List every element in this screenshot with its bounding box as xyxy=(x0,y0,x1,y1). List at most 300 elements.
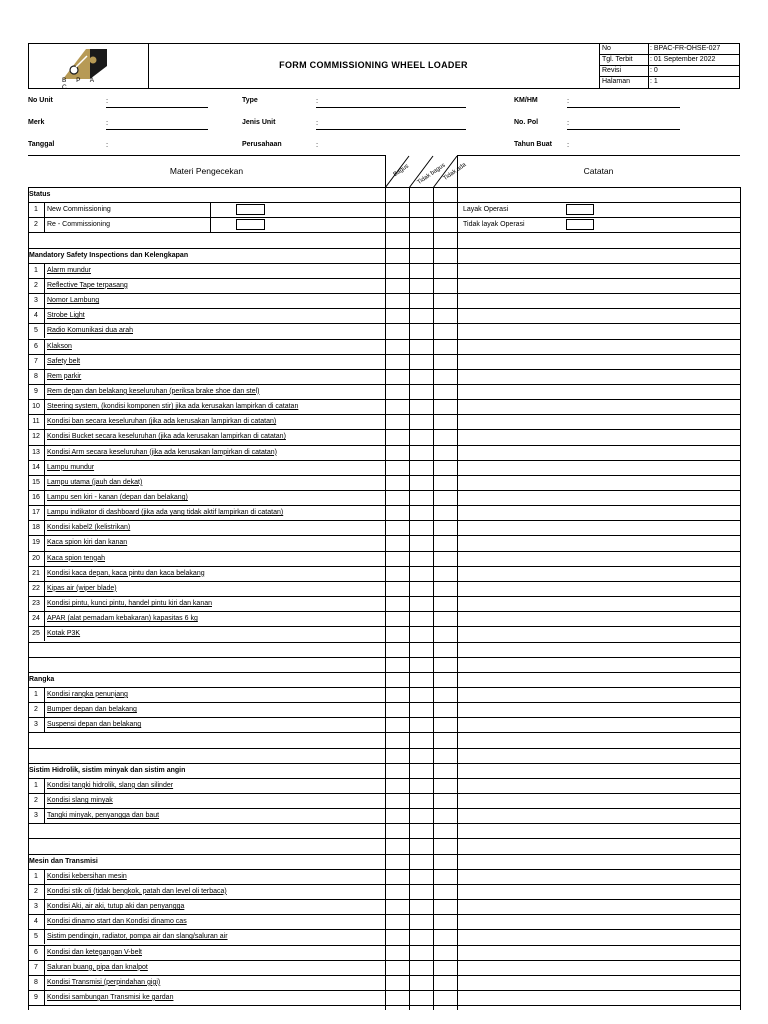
check-tidak-ada-cell[interactable] xyxy=(434,567,456,580)
meta-value: : BPAC-FR-OHSE-027 xyxy=(650,45,721,52)
check-tidak-ada-cell[interactable] xyxy=(434,809,456,822)
row-number: 8 xyxy=(34,978,38,986)
row-number: 18 xyxy=(32,524,40,532)
no-divider xyxy=(44,551,45,566)
check-item-label: Lampu sen kiri - kanan (depan dan belakang) xyxy=(47,494,188,501)
row-number: 7 xyxy=(34,963,38,971)
check-item-label: Lampu indikator di dashboard (jika ada yang tidak aktif lampirkan di catatan) xyxy=(47,509,284,517)
catatan-cell[interactable] xyxy=(458,582,739,595)
catatan-cell[interactable] xyxy=(458,446,739,459)
no-divider xyxy=(44,990,45,1005)
check-bagus-cell[interactable] xyxy=(386,885,408,898)
check-tidak-bagus-cell[interactable] xyxy=(410,552,432,565)
check-bagus-cell[interactable] xyxy=(386,870,408,883)
catatan-cell[interactable] xyxy=(458,340,739,353)
check-item-label: Kondisi stik oli (tidak bengkok, patah dan level oli terbaca) xyxy=(47,887,227,895)
check-tidak-ada-cell[interactable] xyxy=(434,779,456,792)
catatan-heading: Catatan xyxy=(583,166,614,176)
check-item-label: Sistim pendingin, radiator, pompa air dan slang/saluran air xyxy=(47,933,228,941)
check-item-label: Rem parkir xyxy=(47,372,82,380)
check-tidak-bagus-cell[interactable] xyxy=(410,597,432,610)
catatan-cell[interactable] xyxy=(458,385,739,398)
check-bagus-cell[interactable] xyxy=(386,476,408,489)
check-tidak-ada-cell[interactable] xyxy=(434,476,456,489)
check-item-label: Lampu utama (jauh dan dekat) xyxy=(47,478,143,486)
check-tidak-ada-cell[interactable] xyxy=(434,385,456,398)
check-bagus-cell[interactable] xyxy=(386,718,408,731)
catatan-cell[interactable] xyxy=(458,264,739,277)
no-divider xyxy=(44,975,45,990)
check-tidak-ada-cell[interactable] xyxy=(434,264,456,277)
table-right-border xyxy=(740,187,741,1010)
check-bagus-cell[interactable] xyxy=(386,976,408,989)
check-tidak-ada-cell[interactable] xyxy=(434,915,456,928)
no-divider xyxy=(44,475,45,490)
check-tidak-bagus-cell[interactable] xyxy=(410,870,432,883)
check-bagus-cell[interactable] xyxy=(386,385,408,398)
check-item-label: Alarm mundur xyxy=(47,266,91,274)
row-number: 12 xyxy=(32,433,40,441)
header-meta-divider xyxy=(648,43,649,89)
check-bagus-cell[interactable] xyxy=(386,779,408,792)
check-bagus-cell[interactable] xyxy=(386,536,408,549)
row-number: 1 xyxy=(34,781,38,789)
info-label: Jenis Unit xyxy=(242,119,276,126)
info-input-field[interactable] xyxy=(106,107,208,108)
check-bagus-cell[interactable] xyxy=(386,567,408,580)
row-number: 1 xyxy=(34,690,38,698)
check-tidak-ada-cell[interactable] xyxy=(434,794,456,807)
check-bagus-cell[interactable] xyxy=(386,279,408,292)
catatan-cell[interactable] xyxy=(458,552,739,565)
catatan-cell[interactable] xyxy=(458,506,739,519)
check-tidak-ada-cell[interactable] xyxy=(434,521,456,534)
row-line xyxy=(28,838,740,839)
check-item-label: Kondisi kaca depan, kaca pintu dan kaca belakang xyxy=(47,569,205,577)
check-bagus-cell[interactable] xyxy=(386,324,408,337)
row-number: 5 xyxy=(34,327,38,335)
catatan-cell[interactable] xyxy=(458,976,739,989)
check-tidak-ada-cell[interactable] xyxy=(434,582,456,595)
form-title: FORM COMMISSIONING WHEEL LOADER xyxy=(279,60,468,70)
check-item-label: Kaca spion kiri dan kanan xyxy=(47,539,128,547)
check-tidak-bagus-cell[interactable] xyxy=(410,976,432,989)
row-number: 9 xyxy=(34,387,38,395)
check-tidak-ada-cell[interactable] xyxy=(434,446,456,459)
logo-icon xyxy=(60,46,110,80)
check-tidak-bagus-cell[interactable] xyxy=(410,355,432,368)
check-bagus-cell[interactable] xyxy=(386,340,408,353)
check-bagus-cell[interactable] xyxy=(386,370,408,383)
row-line xyxy=(28,823,740,824)
status-checkbox[interactable] xyxy=(236,219,265,230)
check-tidak-bagus-cell[interactable] xyxy=(410,582,432,595)
check-item-label: Strobe Light xyxy=(47,312,85,320)
check-tidak-ada-cell[interactable] xyxy=(434,355,456,368)
check-tidak-bagus-cell[interactable] xyxy=(410,324,432,337)
check-tidak-bagus-cell[interactable] xyxy=(410,430,432,443)
check-item-label: Kondisi kabel2 (kelistrikan) xyxy=(47,524,131,532)
catatan-cell[interactable] xyxy=(458,597,739,610)
info-separator: : xyxy=(316,118,319,127)
check-bagus-cell[interactable] xyxy=(386,552,408,565)
check-tidak-bagus-cell[interactable] xyxy=(410,536,432,549)
check-tidak-bagus-cell[interactable] xyxy=(410,930,432,943)
check-tidak-bagus-cell[interactable] xyxy=(410,718,432,731)
check-item-label: Kondisi slang minyak xyxy=(47,797,113,804)
check-tidak-bagus-cell[interactable] xyxy=(410,612,432,625)
row-number: 21 xyxy=(32,569,40,577)
row-line xyxy=(28,232,740,233)
check-tidak-bagus-cell[interactable] xyxy=(410,370,432,383)
no-divider xyxy=(44,884,45,899)
no-divider xyxy=(44,566,45,581)
info-label: Type xyxy=(242,97,258,104)
check-tidak-ada-cell[interactable] xyxy=(434,294,456,307)
catatan-cell[interactable] xyxy=(458,461,739,474)
no-divider xyxy=(44,278,45,293)
table-top-line-left xyxy=(28,155,385,156)
check-bagus-cell[interactable] xyxy=(386,961,408,974)
info-label: No. Pol xyxy=(514,119,539,126)
no-divider xyxy=(44,914,45,929)
check-tidak-ada-cell[interactable] xyxy=(434,340,456,353)
check-bagus-cell[interactable] xyxy=(386,400,408,413)
info-input-field[interactable] xyxy=(316,129,466,130)
catatan-cell[interactable] xyxy=(458,355,739,368)
check-bagus-cell[interactable] xyxy=(386,930,408,943)
info-separator: : xyxy=(567,118,570,127)
check-tidak-bagus-cell[interactable] xyxy=(410,915,432,928)
catatan-cell[interactable] xyxy=(458,279,739,292)
no-divider xyxy=(44,626,45,641)
check-tidak-ada-cell[interactable] xyxy=(434,370,456,383)
check-tidak-bagus-cell[interactable] xyxy=(410,991,432,1004)
check-item-label: Kondisi dan ketegangan V-belt xyxy=(47,948,142,956)
check-item-label: New Commissioning xyxy=(47,206,111,214)
check-tidak-ada-cell[interactable] xyxy=(434,612,456,625)
check-item-label: Kondisi dinamo start dan Kondisi dinamo cas xyxy=(47,918,187,926)
catatan-cell[interactable] xyxy=(458,688,739,701)
no-divider xyxy=(44,611,45,626)
check-item-label: Nomor Lambung xyxy=(47,297,100,305)
catatan-cell[interactable] xyxy=(458,809,739,822)
row-number: 10 xyxy=(32,403,40,411)
catatan-cell[interactable] xyxy=(458,491,739,504)
check-tidak-ada-cell[interactable] xyxy=(434,309,456,322)
catatan-cell[interactable] xyxy=(458,612,739,625)
row-number: 17 xyxy=(32,509,40,517)
catatan-cell[interactable] xyxy=(458,946,739,959)
row-line xyxy=(28,732,740,733)
row-number: 4 xyxy=(34,312,38,320)
meta-value: : 1 xyxy=(650,78,658,85)
header-divider-right xyxy=(599,43,600,89)
catatan-cell[interactable] xyxy=(458,991,739,1004)
check-tidak-ada-cell[interactable] xyxy=(434,718,456,731)
catatan-cell[interactable] xyxy=(458,779,739,792)
check-bagus-cell[interactable] xyxy=(386,794,408,807)
no-divider xyxy=(44,596,45,611)
catatan-cell[interactable] xyxy=(458,915,739,928)
check-tidak-bagus-cell[interactable] xyxy=(410,521,432,534)
check-bagus-cell[interactable] xyxy=(386,430,408,443)
check-tidak-ada-cell[interactable] xyxy=(434,536,456,549)
check-bagus-cell[interactable] xyxy=(386,809,408,822)
check-tidak-ada-cell[interactable] xyxy=(434,688,456,701)
row-number: 15 xyxy=(32,478,40,486)
no-divider xyxy=(44,323,45,338)
info-label: Tahun Buat xyxy=(514,141,552,148)
row-number: 3 xyxy=(34,812,38,820)
check-bagus-cell[interactable] xyxy=(386,597,408,610)
check-tidak-bagus-cell[interactable] xyxy=(410,885,432,898)
row-number: 8 xyxy=(34,372,38,380)
check-bagus-cell[interactable] xyxy=(386,946,408,959)
check-tidak-bagus-cell[interactable] xyxy=(410,264,432,277)
catatan-cell[interactable] xyxy=(458,567,739,580)
row-line xyxy=(28,202,740,203)
row-number: 3 xyxy=(34,297,38,305)
info-input-field[interactable] xyxy=(567,129,680,130)
check-bagus-cell[interactable] xyxy=(386,991,408,1004)
status-right-label: Tidak layak Operasi xyxy=(463,221,525,229)
check-tidak-ada-cell[interactable] xyxy=(434,627,456,640)
check-bagus-cell[interactable] xyxy=(386,355,408,368)
check-tidak-bagus-cell[interactable] xyxy=(410,900,432,913)
check-item-label: Kotak P3K xyxy=(47,630,81,638)
check-tidak-ada-cell[interactable] xyxy=(434,703,456,716)
check-tidak-ada-cell[interactable] xyxy=(434,324,456,337)
meta-label: Tgl. Terbit xyxy=(602,56,633,63)
info-input-field[interactable] xyxy=(106,129,208,130)
catatan-cell[interactable] xyxy=(458,430,739,443)
catatan-cell[interactable] xyxy=(458,870,739,883)
check-bagus-cell[interactable] xyxy=(386,521,408,534)
check-tidak-ada-cell[interactable] xyxy=(434,946,456,959)
check-tidak-bagus-cell[interactable] xyxy=(410,567,432,580)
check-tidak-bagus-cell[interactable] xyxy=(410,340,432,353)
check-tidak-bagus-cell[interactable] xyxy=(410,385,432,398)
check-bagus-cell[interactable] xyxy=(386,309,408,322)
check-bagus-cell[interactable] xyxy=(386,703,408,716)
bagus-label: Bagus xyxy=(392,163,410,178)
check-bagus-cell[interactable] xyxy=(386,900,408,913)
row-number: 2 xyxy=(34,281,38,289)
check-item-label: Suspensi depan dan belakang xyxy=(47,721,142,729)
no-divider xyxy=(44,399,45,414)
catatan-cell[interactable] xyxy=(458,309,739,322)
status-divider xyxy=(210,217,211,232)
check-tidak-ada-cell[interactable] xyxy=(434,552,456,565)
check-tidak-bagus-cell[interactable] xyxy=(410,491,432,504)
check-bagus-cell[interactable] xyxy=(386,294,408,307)
no-divider xyxy=(44,308,45,323)
section-title: Mandatory Safety Inspections dan Kelengkapan xyxy=(29,251,189,259)
no-divider xyxy=(44,687,45,702)
catatan-cell[interactable] xyxy=(458,900,739,913)
check-item-label: Saluran buang, pipa dan knalpot xyxy=(47,963,148,971)
catatan-cell[interactable] xyxy=(458,415,739,428)
catatan-cell[interactable] xyxy=(458,370,739,383)
check-tidak-ada-cell[interactable] xyxy=(434,961,456,974)
check-tidak-bagus-cell[interactable] xyxy=(410,415,432,428)
no-divider xyxy=(44,263,45,278)
section-title: Status xyxy=(29,191,51,198)
info-input-field[interactable] xyxy=(567,107,680,108)
check-tidak-ada-cell[interactable] xyxy=(434,991,456,1004)
check-item-label: Kaca spion tengah xyxy=(47,554,105,562)
row-line xyxy=(28,217,740,218)
row-line xyxy=(28,657,740,658)
info-separator: : xyxy=(567,96,570,105)
status-checkbox[interactable] xyxy=(236,204,265,215)
no-divider xyxy=(44,960,45,975)
no-divider xyxy=(44,460,45,475)
check-tidak-bagus-cell[interactable] xyxy=(410,688,432,701)
check-tidak-bagus-cell[interactable] xyxy=(410,446,432,459)
status-right-checkbox[interactable] xyxy=(566,219,594,230)
catatan-cell[interactable] xyxy=(458,930,739,943)
check-tidak-bagus-cell[interactable] xyxy=(410,809,432,822)
check-tidak-ada-cell[interactable] xyxy=(434,900,456,913)
info-separator: : xyxy=(106,140,109,149)
no-divider xyxy=(44,778,45,793)
check-tidak-ada-cell[interactable] xyxy=(434,279,456,292)
no-divider xyxy=(44,899,45,914)
no-divider xyxy=(44,445,45,460)
check-item-label: Lampu mundur xyxy=(47,463,95,471)
check-tidak-bagus-cell[interactable] xyxy=(410,476,432,489)
check-item-label: Kondisi Bucket secara keseluruhan (jika ada kerusakan lampirkan di catatan) xyxy=(47,433,286,441)
check-tidak-bagus-cell[interactable] xyxy=(410,961,432,974)
catatan-cell[interactable] xyxy=(458,885,739,898)
catatan-cell[interactable] xyxy=(458,703,739,716)
check-tidak-bagus-cell[interactable] xyxy=(410,309,432,322)
check-item-label: Reflective Tape terpasang xyxy=(47,281,128,289)
catatan-cell[interactable] xyxy=(458,961,739,974)
no-divider xyxy=(44,929,45,944)
check-item-label: Safety belt xyxy=(47,357,81,365)
catatan-cell[interactable] xyxy=(458,536,739,549)
check-bagus-cell[interactable] xyxy=(386,264,408,277)
check-tidak-bagus-cell[interactable] xyxy=(410,627,432,640)
status-divider xyxy=(210,202,211,217)
check-tidak-bagus-cell[interactable] xyxy=(410,703,432,716)
check-bagus-cell[interactable] xyxy=(386,582,408,595)
table-header-bottom-line xyxy=(28,187,740,188)
check-tidak-ada-cell[interactable] xyxy=(434,870,456,883)
check-tidak-ada-cell[interactable] xyxy=(434,491,456,504)
check-bagus-cell[interactable] xyxy=(386,491,408,504)
check-tidak-ada-cell[interactable] xyxy=(434,506,456,519)
row-number: 3 xyxy=(34,903,38,911)
catatan-cell[interactable] xyxy=(458,521,739,534)
no-divider xyxy=(44,339,45,354)
check-tidak-ada-cell[interactable] xyxy=(434,461,456,474)
status-right-label: Layak Operasi xyxy=(463,206,509,214)
row-number: 13 xyxy=(32,448,40,456)
no-divider xyxy=(44,520,45,535)
check-tidak-bagus-cell[interactable] xyxy=(410,794,432,807)
section-title: Rangka xyxy=(29,675,55,683)
check-item-label: Kondisi Arm secara keseluruhan (jika ada kerusakan lampirkan di catatan) xyxy=(47,448,277,456)
check-tidak-bagus-cell[interactable] xyxy=(410,779,432,792)
info-label: No Unit xyxy=(28,97,53,104)
status-right-checkbox[interactable] xyxy=(566,204,594,215)
catatan-cell[interactable] xyxy=(458,324,739,337)
no-divider xyxy=(44,535,45,550)
tidak-ada-label: Tidak ada xyxy=(442,162,468,182)
no-divider xyxy=(44,808,45,823)
check-bagus-cell[interactable] xyxy=(386,612,408,625)
check-tidak-bagus-cell[interactable] xyxy=(410,279,432,292)
check-bagus-cell[interactable] xyxy=(386,415,408,428)
no-divider xyxy=(44,702,45,717)
row-number: 1 xyxy=(34,206,38,214)
materi-pengecekan-heading: Materi Pengecekan xyxy=(169,166,244,176)
check-tidak-ada-cell[interactable] xyxy=(434,597,456,610)
row-number: 2 xyxy=(34,797,38,804)
check-tidak-bagus-cell[interactable] xyxy=(410,400,432,413)
row-number: 25 xyxy=(32,630,40,638)
no-divider xyxy=(44,384,45,399)
row-number: 16 xyxy=(32,494,40,501)
check-bagus-cell[interactable] xyxy=(386,627,408,640)
catatan-cell[interactable] xyxy=(458,294,739,307)
check-item-label: Kondisi tangki hidrolik, slang dan silinder xyxy=(47,781,174,789)
check-item-label: Kondisi ban secara keseluruhan (jika ada kerusakan lampirkan di catatan) xyxy=(47,418,277,426)
check-tidak-bagus-cell[interactable] xyxy=(410,506,432,519)
row-number: 6 xyxy=(34,342,38,350)
check-tidak-ada-cell[interactable] xyxy=(434,430,456,443)
catatan-cell[interactable] xyxy=(458,794,739,807)
check-tidak-ada-cell[interactable] xyxy=(434,976,456,989)
check-tidak-ada-cell[interactable] xyxy=(434,930,456,943)
catatan-cell[interactable] xyxy=(458,476,739,489)
catatan-cell[interactable] xyxy=(458,400,739,413)
row-line xyxy=(28,672,740,673)
company-logo xyxy=(60,46,110,91)
info-separator: : xyxy=(316,140,319,149)
check-item-label: Kondisi pintu, kunci pintu, handel pintu kiri dan kanan xyxy=(47,600,212,608)
check-tidak-bagus-cell[interactable] xyxy=(410,946,432,959)
no-divider xyxy=(44,581,45,596)
check-bagus-cell[interactable] xyxy=(386,446,408,459)
check-tidak-ada-cell[interactable] xyxy=(434,415,456,428)
check-tidak-ada-cell[interactable] xyxy=(434,400,456,413)
check-item-label: APAR (alat pemadam kebakaran) kapasitas 6 kg xyxy=(47,615,198,623)
row-line xyxy=(28,748,740,749)
catatan-cell[interactable] xyxy=(458,627,739,640)
check-bagus-cell[interactable] xyxy=(386,506,408,519)
check-bagus-cell[interactable] xyxy=(386,461,408,474)
catatan-cell[interactable] xyxy=(458,718,739,731)
info-separator: : xyxy=(106,96,109,105)
tidak-bagus-label: Tidak bagus xyxy=(416,162,447,186)
row-number: 1 xyxy=(34,266,38,274)
check-tidak-bagus-cell[interactable] xyxy=(410,461,432,474)
check-tidak-ada-cell[interactable] xyxy=(434,885,456,898)
info-input-field[interactable] xyxy=(316,107,466,108)
row-number: 20 xyxy=(32,554,40,562)
row-number: 9 xyxy=(34,993,38,1001)
check-bagus-cell[interactable] xyxy=(386,915,408,928)
check-bagus-cell[interactable] xyxy=(386,688,408,701)
info-separator: : xyxy=(106,118,109,127)
row-number: 4 xyxy=(34,918,38,926)
check-tidak-bagus-cell[interactable] xyxy=(410,294,432,307)
